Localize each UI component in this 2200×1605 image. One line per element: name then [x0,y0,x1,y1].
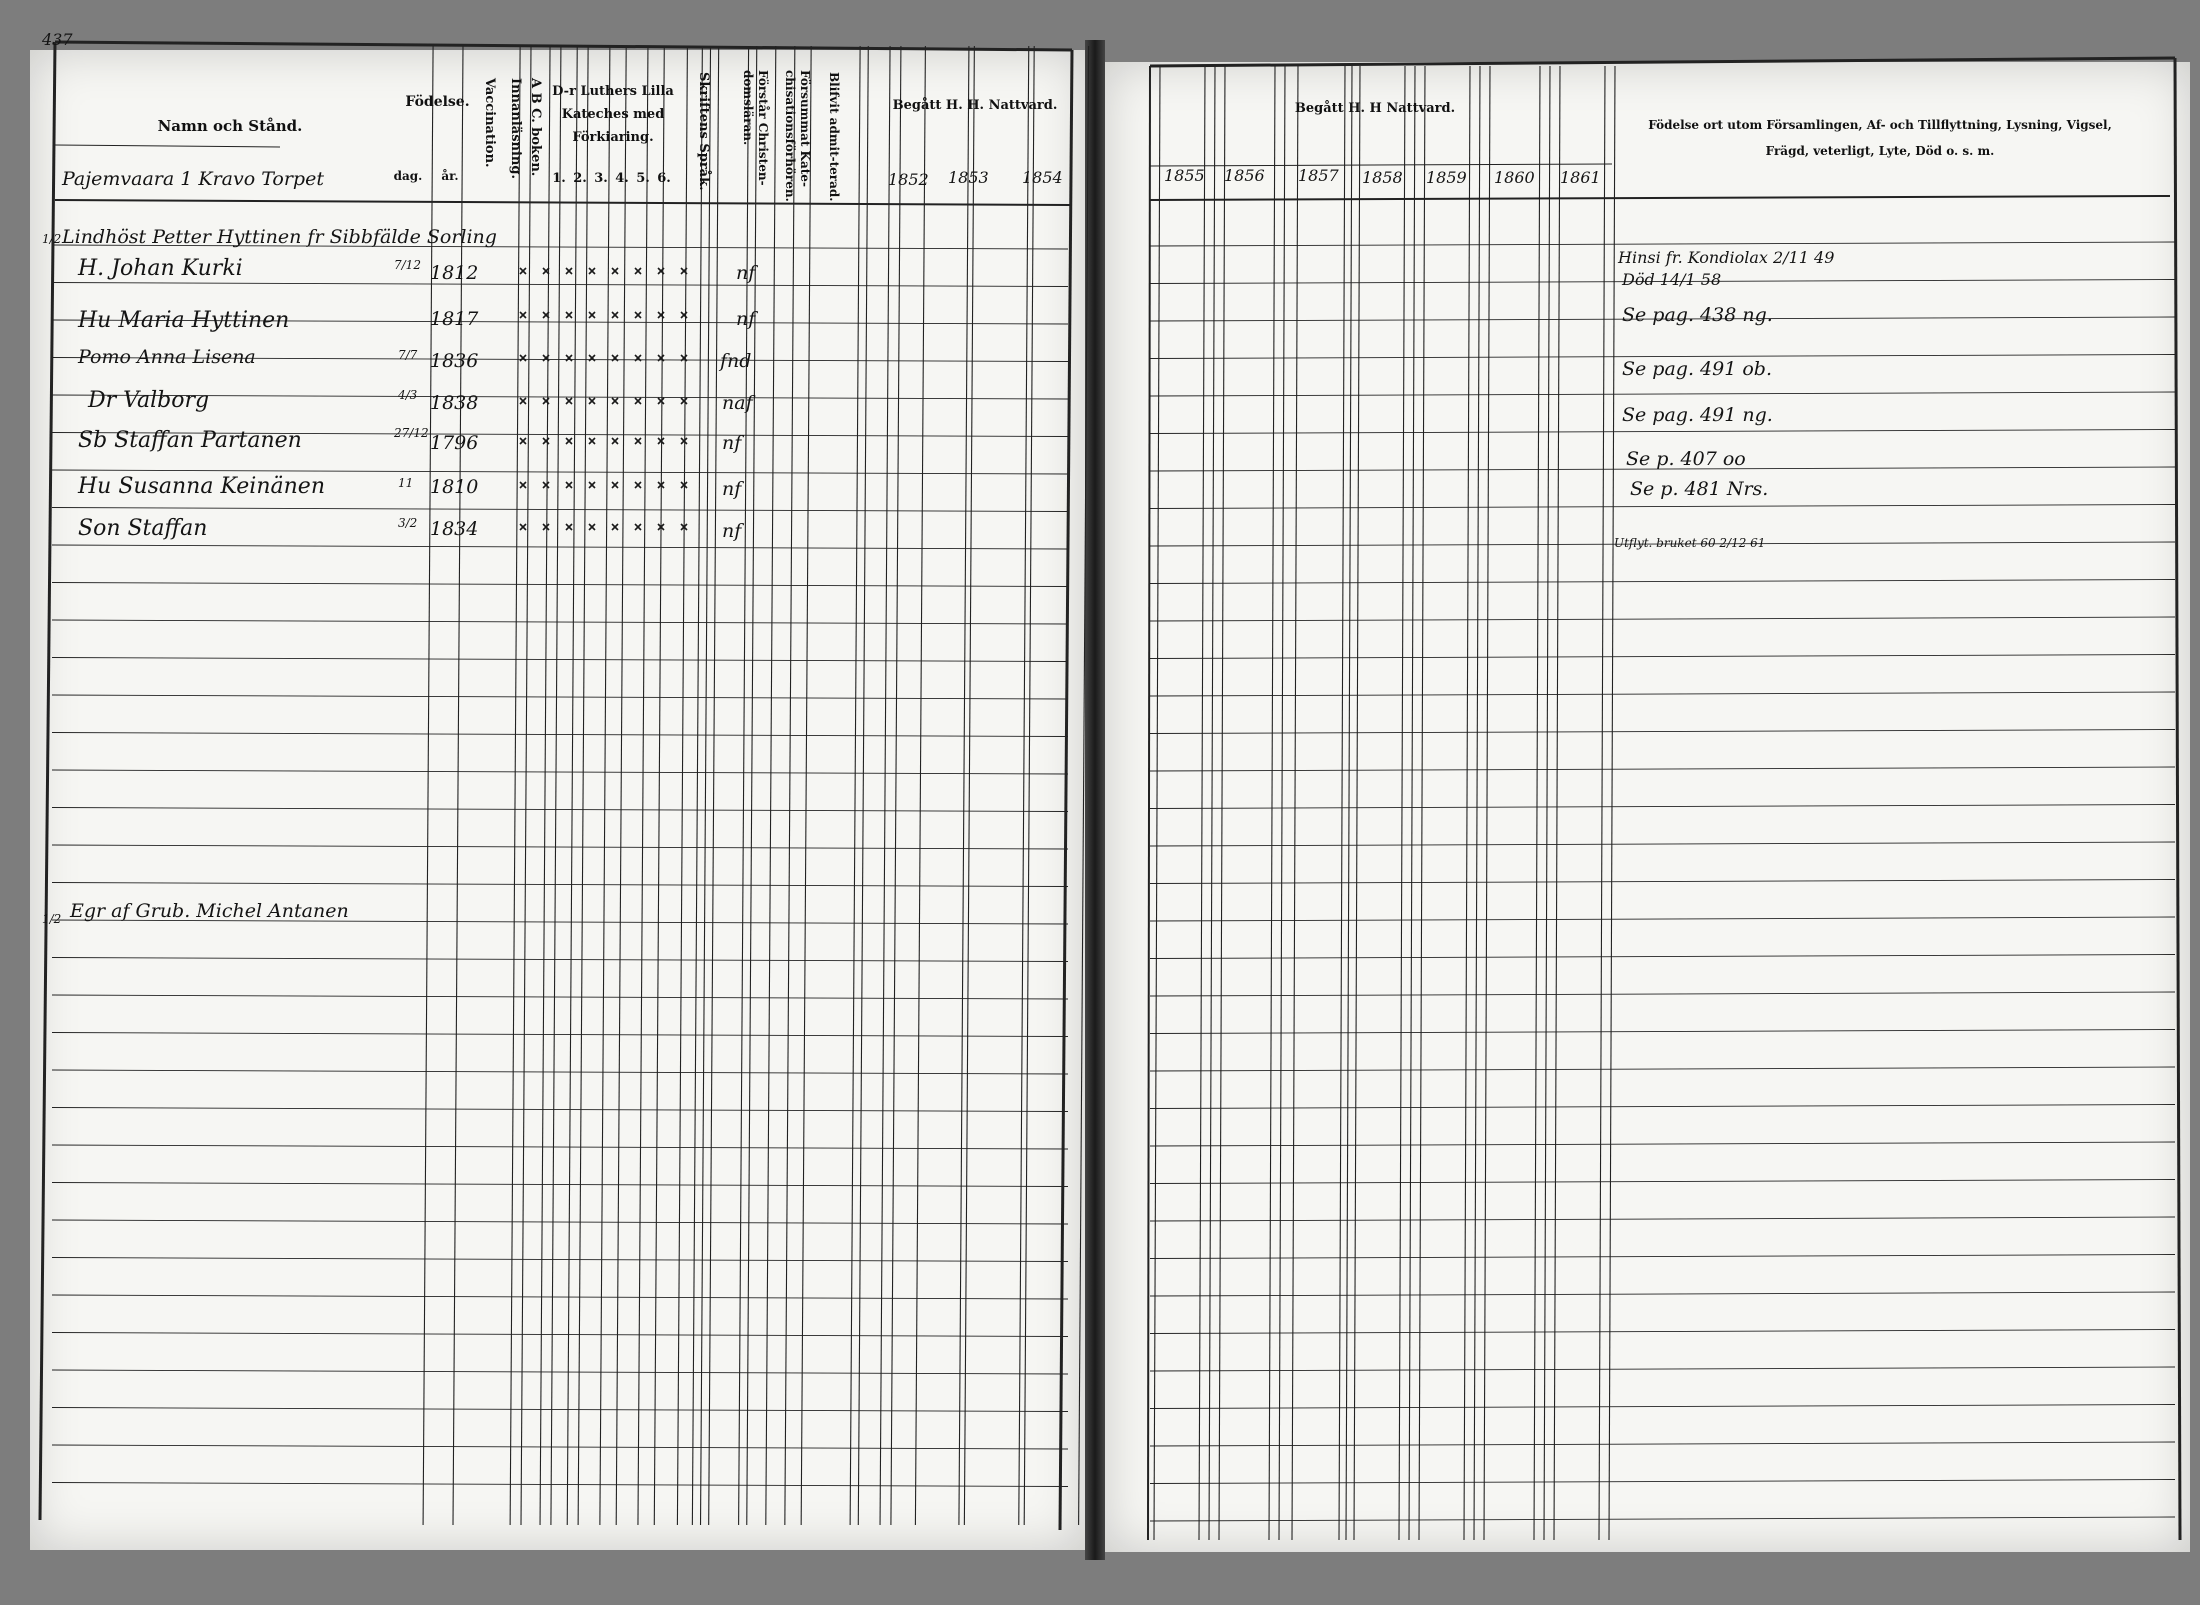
row-line [1150,1217,2175,1221]
vaccination-header: Vaccination. [482,78,497,168]
column-line [638,46,648,1525]
column-line [766,46,776,1525]
row-line [1150,730,2175,734]
column-line [1554,66,1560,1540]
entry-year: 1817 [430,308,479,330]
entry-mark: nf [736,308,756,330]
year-1857: 1857 [1298,166,1339,185]
page-frame-top [1150,58,2175,66]
row-line [1150,1180,2175,1184]
column-line [858,46,868,1525]
page-frame-left [1148,66,1150,1540]
column-line [1019,46,1029,1525]
year-1853: 1853 [948,168,989,187]
header-rule [1150,164,1612,166]
remark: Se p. 481 Nrs. [1630,478,1769,500]
row-line [1150,617,2175,621]
column-line [785,46,795,1525]
year-1858: 1858 [1362,168,1403,187]
column-line [1419,66,1425,1540]
column-line [567,46,577,1525]
column-line [891,46,901,1525]
column-line [701,46,711,1525]
column-line [1599,66,1605,1540]
row-line [1150,1480,2175,1484]
remark: Se pag. 491 ob. [1622,358,1772,380]
entry-name: Hu Maria Hyttinen [78,308,290,333]
header-rule [55,200,1070,205]
row-line [1150,1105,2175,1109]
year-1852: 1852 [888,170,929,189]
column-line [959,46,969,1525]
column-line [1484,66,1490,1540]
column-line [1534,66,1540,1540]
row-line [1150,842,2175,846]
column-line [1474,66,1480,1540]
row-line [52,695,1068,699]
column-line [578,46,588,1525]
row-line [1150,580,2175,584]
column-line [709,46,719,1525]
row-line [52,995,1068,999]
row-line [52,620,1068,624]
remark: Utflyt. bruket 60 2/12 61 [1614,536,1766,550]
column-line [1154,66,1160,1540]
entry-name: Egr af Grub. Michel Antanen [70,900,349,922]
page-frame-left [40,42,55,1520]
page-frame-top [55,42,1072,50]
remark: Död 14/1 58 [1622,270,1722,289]
column-line [1209,66,1215,1540]
entry-day: 7/12 [394,258,421,272]
entry-year: 1796 [430,432,479,454]
year-1856: 1856 [1224,166,1265,185]
remark: Hinsi fr. Kondiolax 2/11 49 [1618,248,1835,267]
entry-year: 1834 [430,518,479,540]
row-line [1150,1067,2175,1071]
entry-name: H. Johan Kurki [78,256,243,281]
row-line [52,1220,1068,1224]
entry-year: 1810 [430,476,479,498]
birth-column-header: Födelse. [405,94,470,110]
row-line [1150,1292,2175,1296]
birth-year-header: år. [441,169,459,183]
skriftens-sprak-header: Skriftens Språk. [696,72,711,191]
row-line [52,1070,1068,1074]
column-line [521,46,531,1525]
side-note: 1/2 [42,232,62,246]
remark: Se pag. 438 ng. [1622,304,1773,326]
forstar-header: Förstår Christen-domsläran. [741,70,770,186]
column-line [1199,66,1205,1540]
row-line [52,1145,1068,1149]
entry-day: 27/12 [394,426,429,440]
row-line [52,1370,1068,1374]
row-line [1150,1405,2175,1409]
entry-name: Son Staffan [78,516,208,541]
katekes-number: 2. [573,171,587,186]
column-line [1354,66,1360,1540]
header-rule [1150,196,2170,200]
year-1859: 1859 [1426,168,1467,187]
remark: Se pag. 491 ng. [1622,404,1773,426]
row-line [52,658,1068,662]
katekes-number: 5. [636,171,650,186]
column-line [964,46,974,1525]
row-line [1150,1255,2175,1259]
column-line [1219,66,1225,1540]
entry-year: 1838 [430,392,479,414]
header-rule [55,145,280,147]
row-line [52,958,1068,962]
begatt-header-right: Begått H. H Nattvard. [1294,101,1456,116]
entry-name: Pajemvaara 1 Kravo Torpet [62,168,324,190]
column-line [1079,46,1089,1525]
row-line [52,808,1068,812]
row-line [52,1295,1068,1299]
column-line [1339,66,1345,1540]
row-line [1150,505,2175,509]
column-line [880,46,890,1525]
innanlasning-header: Innanläsning. [508,78,523,179]
column-line [510,46,520,1525]
katekes-number: 1. [552,171,566,186]
entry-mark: fnd [720,350,752,372]
row-line [1150,1330,2175,1334]
entry-day: 11 [398,476,414,490]
column-line [915,46,925,1525]
entry-name: Pomo Anna Lisena [78,346,256,368]
side-note: 1/2 [42,912,62,926]
row-line [52,545,1068,549]
column-line [1544,66,1550,1540]
row-line [52,1183,1068,1187]
entry-year: 1836 [430,350,479,372]
forsummat-header: Försummat Kate-chisationsförhören. [783,70,812,202]
row-line [52,770,1068,774]
column-line [677,46,687,1525]
entry-name: Dr Valborg [88,388,210,413]
row-line [52,1033,1068,1037]
row-line [1150,992,2175,996]
row-line [1150,767,2175,771]
column-line [1024,46,1034,1525]
entry-day: 7/7 [398,348,418,362]
remark: Se p. 407 oo [1626,448,1746,470]
column-line [600,46,610,1525]
katekes-number: 3. [594,171,608,186]
row-line [1150,1030,2175,1034]
row-line [52,583,1068,587]
remarks-header: Födelse ort utom Församlingen, Af- och Tillflyttning, Lysning, Vigsel, Frägd, veterligt, Lyte, Död o. s. m. [1648,118,2112,158]
page-number: 437 [42,30,73,49]
entry-name: Sb Staffan Partanen [78,428,302,453]
entry-name: Lindhöst Petter Hyttinen fr Sibbfälde Sorling [62,226,497,248]
page-frame-right [2175,58,2180,1540]
entry-mark: naf [722,392,753,414]
column-line [1399,66,1405,1540]
row-line [52,1333,1068,1337]
row-line [1150,692,2175,696]
column-line [1464,66,1470,1540]
column-line [1346,66,1352,1540]
column-line [551,46,561,1525]
entry-mark: nf [736,262,756,284]
column-line [1292,66,1298,1540]
blifvit-header: Blifvit admit-terad. [827,72,841,202]
row-line [1150,955,2175,959]
row-line [1150,242,2175,246]
row-line [52,733,1068,737]
year-1855: 1855 [1164,166,1205,185]
column-line [1409,66,1415,1540]
entry-day: 3/2 [398,516,418,530]
row-line [52,1258,1068,1262]
row-line [52,508,1068,512]
entry-name: Hu Susanna Keinänen [78,474,325,499]
entry-day: 4/3 [398,388,418,402]
entry-mark: nf [722,478,742,500]
row-line [1150,1517,2175,1521]
katekes-number: 6. [657,171,671,186]
begatt-header-left: Begått H. H. Nattvard. [892,98,1058,113]
katekes-number: 4. [615,171,629,186]
row-line [1150,1367,2175,1371]
year-1861: 1861 [1560,168,1601,187]
row-line [52,845,1068,849]
row-line [1150,917,2175,921]
row-line [1150,880,2175,884]
column-line [850,46,860,1525]
row-line [52,283,1068,287]
column-line [1279,66,1285,1540]
entry-mark: nf [722,520,742,542]
year-1860: 1860 [1494,168,1535,187]
column-line [1609,66,1615,1540]
row-line [1150,430,2175,434]
row-line [1150,1142,2175,1146]
row-line [1150,805,2175,809]
column-line [654,46,664,1525]
entry-mark: nf [722,432,742,454]
year-1854: 1854 [1022,168,1063,187]
row-line [52,883,1068,887]
row-line [1150,1442,2175,1446]
katekes-header: D-r Luthers Lilla Kateches med Förkiaring. [552,84,674,145]
row-line [1150,655,2175,659]
column-line [801,46,811,1525]
abc-boken-header: A B C. boken. [528,78,543,177]
birth-day-header: dag. [393,169,423,183]
entry-year: 1812 [430,262,479,284]
row-line [52,1108,1068,1112]
row-line [1150,392,2175,396]
column-line [1269,66,1275,1540]
page-frame-right [1060,50,1072,1530]
column-line [692,46,702,1525]
row-line [52,1408,1068,1412]
name-column-header: Namn och Stånd. [157,117,303,135]
